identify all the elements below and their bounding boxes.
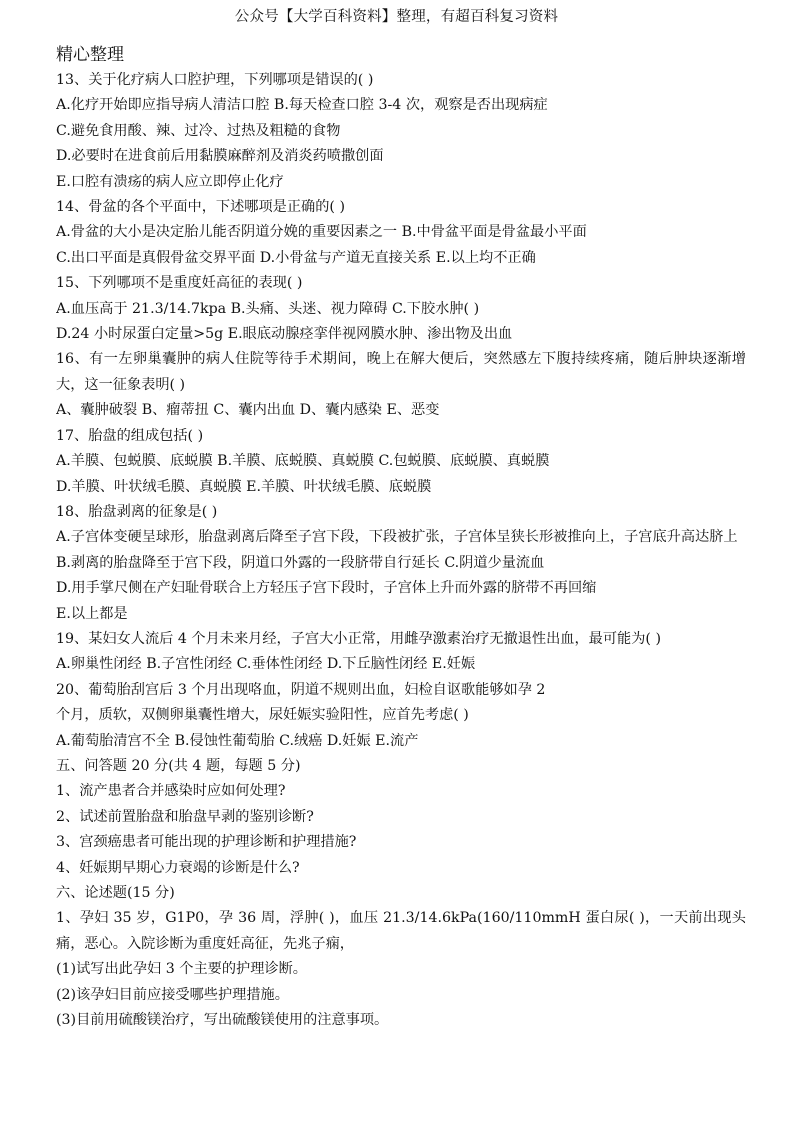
section-heading-qa: 五、问答题 20 分(共 4 题，每题 5 分) [56,757,301,774]
option-line: D.24 小时尿蛋白定量>5g E.眼底动腺痉挛伴视网膜水肿、渗出物及出血 [56,326,513,343]
section-heading-essay: 六、论述题(15 分) [56,885,175,901]
question-18: 18、胎盘剥离的征象是( ) [56,503,218,520]
document-body [56,42,746,1033]
option-line: A.骨盆的大小是决定胎儿能否阴道分娩的重要因素之一 B.中骨盆平面是骨盆最小平面 [56,224,587,241]
question-20: 20、葡萄胎刮宫后 3 个月出现咯血，阴道不规则出血，妇检自讴歌能够如孕 2 [56,681,546,698]
essay-case: 1、孕妇 35 岁，G1P0，孕 36 周，浮肿( )，血压 21.3/14.6kPa(160/110mmH 蛋白尿( )，一天前出现头痛，恶心。入院诊断为重度妊高征，先兆子痫， [56,910,746,952]
option-line: A.子宫体变硬呈球形，胎盘剥离后降至子宫下段，下段被扩张，子宫体呈狭长形被推向上，子宫底升高达脐上 [56,529,738,546]
option-line: A.化疗开始即应指导病人清洁口腔 B.每天检查口腔 3-4 次，观察是否出现病症 [56,97,548,114]
essay-subquestion: (3)目前用硫酸镁治疗，写出硫酸镁使用的注意事项。 [56,1012,389,1029]
option-line: C.出口平面是真假骨盆交界平面 D.小骨盆与产道无直接关系 E.以上均不正确 [56,249,536,266]
essay-subquestion: (2)该孕妇目前应接受哪些护理措施。 [56,986,289,1003]
question-13: 13、关于化疗病人口腔护理，下列哪项是错误的( ) [56,72,374,88]
question-15: 15、下列哪项不是重度妊高征的表现( ) [56,275,303,292]
option-line: B.剥离的胎盘降至于宫下段，阴道口外露的一段脐带自行延长 C.阴道少量流血 [56,554,545,571]
option-line: D.用手掌尺侧在产妇耻骨联合上方轻压子宫下段时，子宫体上升而外露的脐带不再回缩 [56,580,597,597]
qa-item: 2、试述前置胎盘和胎盘早剥的鉴别诊断? [56,808,314,825]
option-line: A.羊膜、包蜕膜、底蜕膜 B.羊膜、底蜕膜、真蜕膜 C.包蜕膜、底蜕膜、真蜕膜 [56,453,550,470]
option-line: C.避免食用酸、辣、过冷、过热及粗糙的食物 [56,122,341,139]
option-line: A、囊肿破裂 B、瘤蒂扭 C、囊内出血 D、囊内感染 E、恶变 [56,402,440,419]
option-line: A.葡萄胎清宫不全 B.侵蚀性葡萄胎 C.绒癌 D.妊娠 E.流产 [56,732,419,749]
option-line: D.羊膜、叶状绒毛膜、真蜕膜 E.羊膜、叶状绒毛膜、底蜕膜 [56,478,432,495]
page-title: 精心整理 [56,45,124,65]
option-line: D.必要时在进食前后用黏膜麻醉剂及消炎药喷撒创面 [56,148,384,165]
qa-item: 1、流产患者合并感染时应如何处理? [56,783,286,800]
essay-subquestion: (1)试写出此孕妇 3 个主要的护理诊断。 [56,961,307,978]
question-14: 14、骨盆的各个平面中，下述哪项是正确的( ) [56,199,346,216]
question-19: 19、某妇女人流后 4 个月未来月经，子宫大小正常，用雌孕激素治疗无撤退性出血，最可能为( ) [56,630,661,647]
question-20-continued: 个月，质软，双侧卵巢囊性增大，尿妊娠实验阳性，应首先考虑( ) [56,707,469,724]
page-header: 公众号【大学百科资料】整理，有超百科复习资料 [234,9,559,25]
option-line: A.卵巢性闭经 B.子宫性闭经 C.垂体性闭经 D.下丘脑性闭经 E.妊娠 [56,656,476,673]
qa-item: 3、宫颈癌患者可能出现的护理诊断和护理措施? [56,834,357,851]
question-17: 17、胎盘的组成包括( ) [56,427,204,444]
option-line: E.口腔有溃疡的病人应立即停止化疗 [56,173,284,190]
qa-item: 4、妊娠期早期心力衰竭的诊断是什么? [56,859,300,876]
question-16: 16、有一左卵巢囊肿的病人住院等待手术期间，晚上在解大便后，突然感左下腹持续疼痛，随后肿块逐渐增大，这一征象表明( ) [56,351,746,393]
option-line: E.以上都是 [56,605,128,622]
option-line: A.血压高于 21.3/14.7kpa B.头痛、头迷、视力障碍 C.下胶水肿( ) [56,300,480,317]
